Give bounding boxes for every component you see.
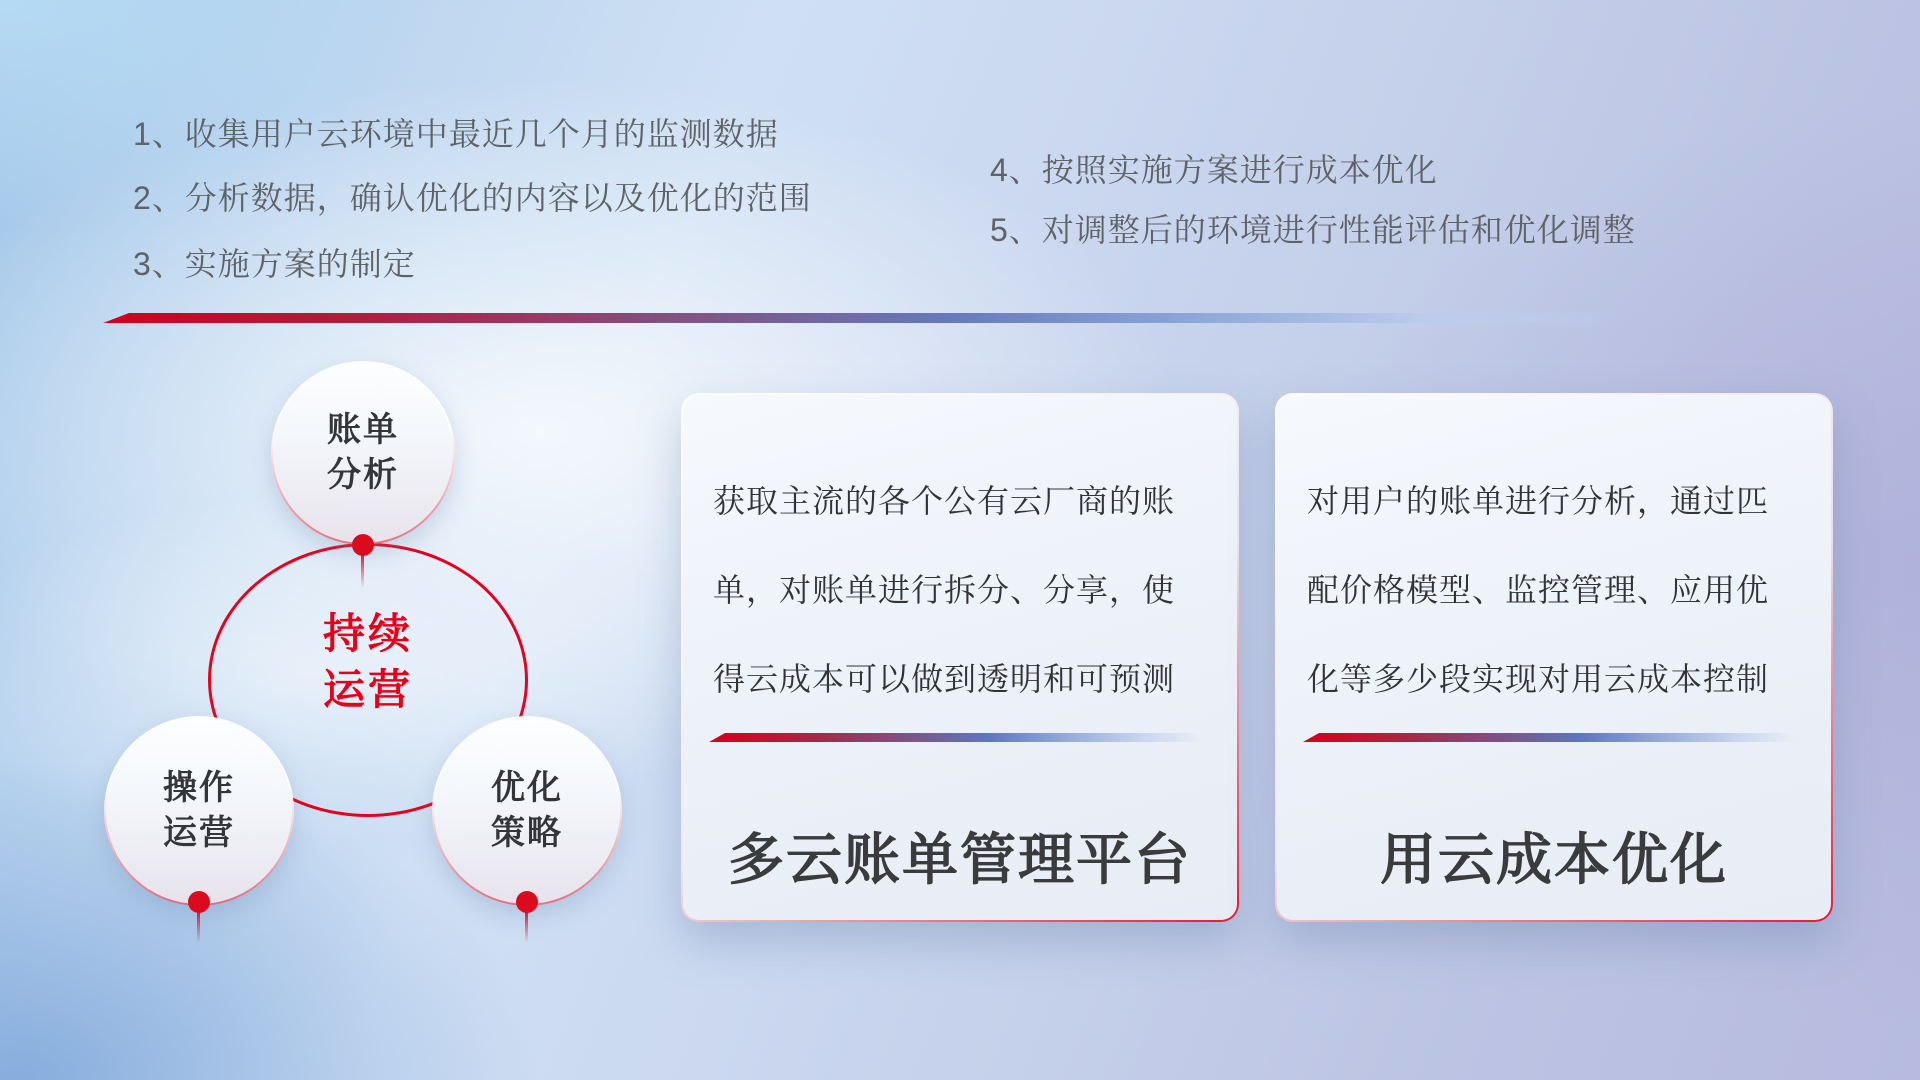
card-cost-optimization-body	[1307, 457, 1801, 724]
node-optimization-strategy	[432, 716, 622, 906]
body-line: 得云成本可以做到透明和可预测	[713, 661, 1176, 697]
process-step-2: 2、分析数据，确认优化的内容以及优化的范围	[133, 180, 812, 216]
card-cost-optimization-inner	[1277, 395, 1831, 920]
node-dot-tail	[361, 552, 364, 588]
card-cost-optimization-title: 用云成本优化	[1380, 828, 1728, 891]
card-divider-swoosh	[1303, 733, 1797, 742]
node-billing-analysis-line-1: 账单	[327, 411, 399, 450]
card-multicloud-billing-inner	[683, 395, 1237, 920]
node-dot-tail	[525, 909, 528, 943]
body-line: 化等多少段实现对用云成本控制	[1307, 661, 1770, 697]
node-optimization-strategy-circle	[434, 718, 620, 904]
card-multicloud-billing-title: 多云账单管理平台	[728, 828, 1192, 891]
card-cost-optimization	[1275, 393, 1833, 922]
card-multicloud-billing-body	[713, 457, 1207, 724]
node-operation-ops-circle	[106, 718, 292, 904]
node-optimization-strategy-line-1: 优化	[491, 769, 563, 808]
cycle-center-line-2: 运营	[322, 666, 413, 713]
body-line: 单，对账单进行拆分、分享，使	[713, 572, 1176, 608]
process-step-4: 4、按照实施方案进行成本优化	[990, 152, 1438, 188]
node-dot-tail	[197, 909, 200, 943]
body-line: 对用户的账单进行分析，通过匹	[1307, 483, 1770, 519]
node-billing-analysis	[271, 361, 455, 545]
node-optimization-strategy-line-2: 策略	[491, 814, 563, 852]
node-billing-analysis-line-2: 分析	[327, 456, 399, 494]
body-line: 配价格模型、监控管理、应用优	[1307, 572, 1770, 608]
node-operation-ops-line-2: 运营	[163, 814, 235, 852]
process-step-1: 1、收集用户云环境中最近几个月的监测数据	[133, 116, 779, 152]
divider-swoosh	[103, 313, 1663, 323]
body-line: 获取主流的各个公有云厂商的账	[713, 483, 1176, 519]
card-multicloud-billing	[681, 393, 1239, 922]
cycle-center-line-1: 持续	[322, 609, 413, 657]
process-step-3: 3、实施方案的制定	[133, 246, 416, 282]
node-operation-ops	[104, 716, 294, 906]
card-divider-swoosh	[709, 733, 1203, 742]
process-step-5: 5、对调整后的环境进行性能评估和优化调整	[990, 212, 1636, 248]
node-billing-analysis-circle	[273, 363, 453, 543]
node-operation-ops-line-1: 操作	[163, 769, 235, 808]
